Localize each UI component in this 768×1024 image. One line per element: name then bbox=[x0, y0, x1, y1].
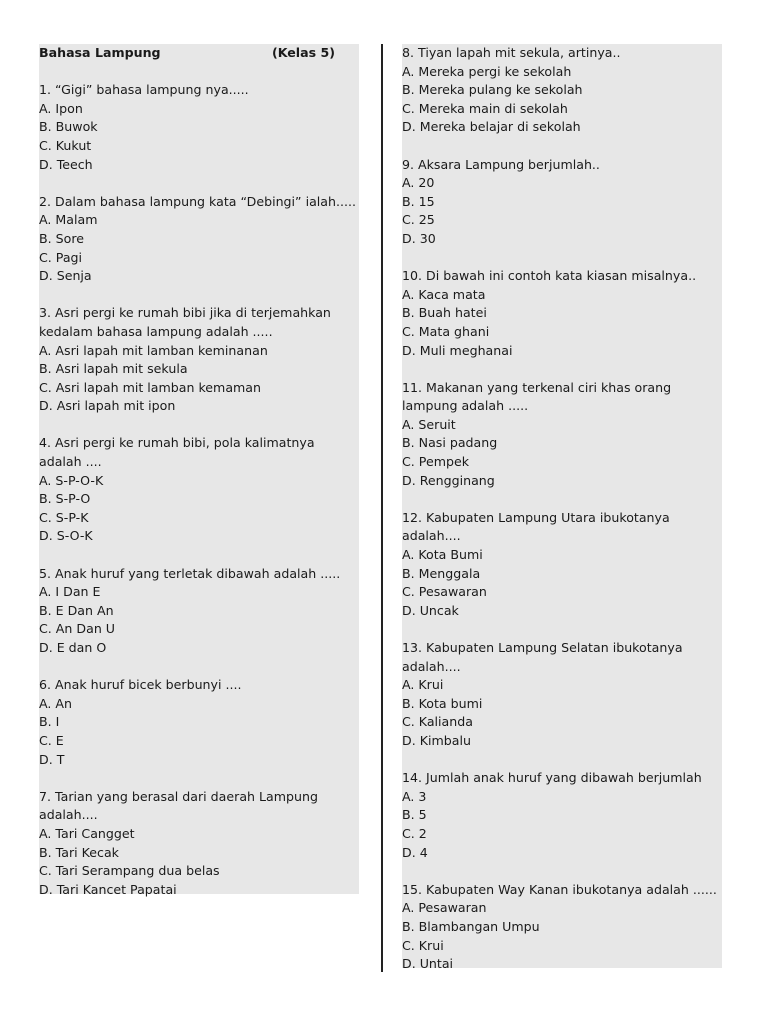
answer-option: D. 30 bbox=[402, 230, 436, 246]
answer-option: D. Kimbalu bbox=[402, 732, 471, 748]
answer-option: A. Asri lapah mit lamban keminanan bbox=[39, 342, 268, 358]
question-block bbox=[39, 434, 359, 546]
answer-option: A. Tari Cangget bbox=[39, 825, 135, 841]
question-block bbox=[402, 379, 722, 491]
answer-option: B. Asri lapah mit sekula bbox=[39, 361, 188, 377]
question-block bbox=[39, 676, 359, 769]
question-block bbox=[39, 788, 359, 900]
question-block bbox=[402, 769, 722, 862]
answer-option: D. S-O-K bbox=[39, 528, 93, 544]
answer-option: C. Pempek bbox=[402, 454, 469, 470]
question-block bbox=[39, 565, 359, 658]
answer-option: A. Pesawaran bbox=[402, 900, 487, 916]
question-text: 1. “Gigi” bahasa lampung nya..... bbox=[39, 82, 249, 98]
right-column bbox=[402, 44, 722, 972]
question-text: 10. Di bawah ini contoh kata kiasan misalnya.. bbox=[402, 268, 697, 284]
answer-option: A. S-P-O-K bbox=[39, 472, 104, 488]
answer-option: D. Mereka belajar di sekolah bbox=[402, 119, 581, 135]
question-block bbox=[402, 156, 722, 249]
answer-option: D. Untai bbox=[402, 956, 454, 972]
answer-option: C. Krui bbox=[402, 937, 444, 953]
page-header bbox=[39, 44, 359, 63]
answer-option: B. Nasi padang bbox=[402, 435, 498, 451]
answer-option: A. Ipon bbox=[39, 100, 83, 116]
answer-option: D. Tari Kancet Papatai bbox=[39, 881, 177, 897]
question-text: 3. Asri pergi ke rumah bibi jika di terjemahkan kedalam bahasa lampung adalah ..... bbox=[39, 305, 331, 339]
answer-option: A. 20 bbox=[402, 175, 435, 191]
answer-option: A. Seruit bbox=[402, 416, 456, 432]
spacer bbox=[39, 63, 359, 82]
answer-option: C. E bbox=[39, 732, 64, 748]
answer-option: A. Malam bbox=[39, 212, 98, 228]
answer-option: D. Senja bbox=[39, 268, 92, 284]
answer-option: B. Buah hatei bbox=[402, 305, 487, 321]
answer-option: A. Krui bbox=[402, 677, 444, 693]
question-text: 14. Jumlah anak huruf yang dibawah berjumlah bbox=[402, 770, 702, 786]
question-text: 7. Tarian yang berasal dari daerah Lampung adalah.... bbox=[39, 788, 318, 823]
answer-option: B. 5 bbox=[402, 807, 427, 823]
answer-option: B. I bbox=[39, 714, 60, 730]
answer-option: B. Blambangan Umpu bbox=[402, 918, 540, 934]
answer-option: A. Kota Bumi bbox=[402, 547, 483, 563]
answer-option: D. Teech bbox=[39, 156, 93, 172]
answer-option: C. Pagi bbox=[39, 249, 83, 265]
answer-option: A. I Dan E bbox=[39, 584, 101, 600]
question-block bbox=[402, 44, 722, 137]
question-list-left bbox=[39, 81, 359, 899]
answer-option: C. 2 bbox=[402, 825, 427, 841]
answer-option: C. S-P-K bbox=[39, 509, 89, 525]
column-divider bbox=[381, 44, 383, 972]
answer-option: C. Mata ghani bbox=[402, 323, 490, 339]
question-text: 13. Kabupaten Lampung Selatan ibukotanya adalah.... bbox=[402, 640, 683, 674]
answer-option: D. Muli meghanai bbox=[402, 342, 513, 358]
question-text: 2. Dalam bahasa lampung kata “Debingi” ialah..... bbox=[39, 193, 357, 209]
question-text: 9. Aksara Lampung berjumlah.. bbox=[402, 156, 600, 172]
answer-option: D. 4 bbox=[402, 844, 428, 860]
question-text: 6. Anak huruf bicek berbunyi .... bbox=[39, 677, 242, 693]
answer-option: C. Asri lapah mit lamban kemaman bbox=[39, 379, 262, 395]
answer-option: C. 25 bbox=[402, 212, 435, 228]
answer-option: D. E dan O bbox=[39, 640, 107, 655]
answer-option: A. Mereka pergi ke sekolah bbox=[402, 63, 572, 79]
question-text: 8. Tiyan lapah mit sekula, artinya.. bbox=[402, 45, 621, 60]
subject-title: Bahasa Lampung bbox=[39, 45, 161, 60]
answer-option: B. 15 bbox=[402, 193, 435, 209]
question-block bbox=[39, 193, 359, 286]
answer-option: A. Kaca mata bbox=[402, 286, 486, 302]
answer-option: C. Kalianda bbox=[402, 714, 473, 730]
answer-option: C. Tari Serampang dua belas bbox=[39, 863, 220, 879]
answer-option: A. 3 bbox=[402, 788, 427, 804]
question-list-right bbox=[402, 44, 722, 974]
question-text: 12. Kabupaten Lampung Utara ibukotanya adalah.... bbox=[402, 509, 670, 544]
question-text: 11. Makanan yang terkenal ciri khas orang lampung adalah ..... bbox=[402, 379, 672, 414]
answer-option: B. Menggala bbox=[402, 565, 481, 581]
question-block bbox=[39, 304, 359, 416]
answer-option: B. Buwok bbox=[39, 119, 98, 135]
answer-option: D. Rengginang bbox=[402, 472, 495, 488]
answer-option: B. Tari Kecak bbox=[39, 844, 119, 860]
question-block bbox=[402, 267, 722, 360]
answer-option: B. Kota bumi bbox=[402, 695, 483, 711]
question-text: 15. Kabupaten Way Kanan ibukotanya adalah ...... bbox=[402, 881, 717, 897]
answer-option: C. An Dan U bbox=[39, 621, 116, 637]
question-block bbox=[402, 509, 722, 621]
answer-option: B. E Dan An bbox=[39, 602, 114, 618]
answer-option: C. Kukut bbox=[39, 137, 92, 153]
answer-option: A. An bbox=[39, 695, 72, 711]
question-block bbox=[402, 881, 722, 974]
question-text: 4. Asri pergi ke rumah bibi, pola kalimatnya adalah .... bbox=[39, 435, 315, 470]
answer-option: B. Mereka pulang ke sekolah bbox=[402, 82, 583, 98]
left-column bbox=[39, 44, 359, 897]
question-block bbox=[402, 639, 722, 751]
answer-option: C. Pesawaran bbox=[402, 584, 487, 600]
answer-option: D. Uncak bbox=[402, 602, 459, 618]
answer-option: B. S-P-O bbox=[39, 491, 91, 507]
answer-option: D. T bbox=[39, 751, 65, 767]
grade-label: (Kelas 5) bbox=[271, 45, 335, 60]
answer-option: D. Asri lapah mit ipon bbox=[39, 398, 176, 414]
answer-option: C. Mereka main di sekolah bbox=[402, 100, 568, 116]
question-block bbox=[39, 81, 359, 174]
question-text: 5. Anak huruf yang terletak dibawah adalah ..... bbox=[39, 565, 341, 581]
answer-option: B. Sore bbox=[39, 230, 84, 246]
